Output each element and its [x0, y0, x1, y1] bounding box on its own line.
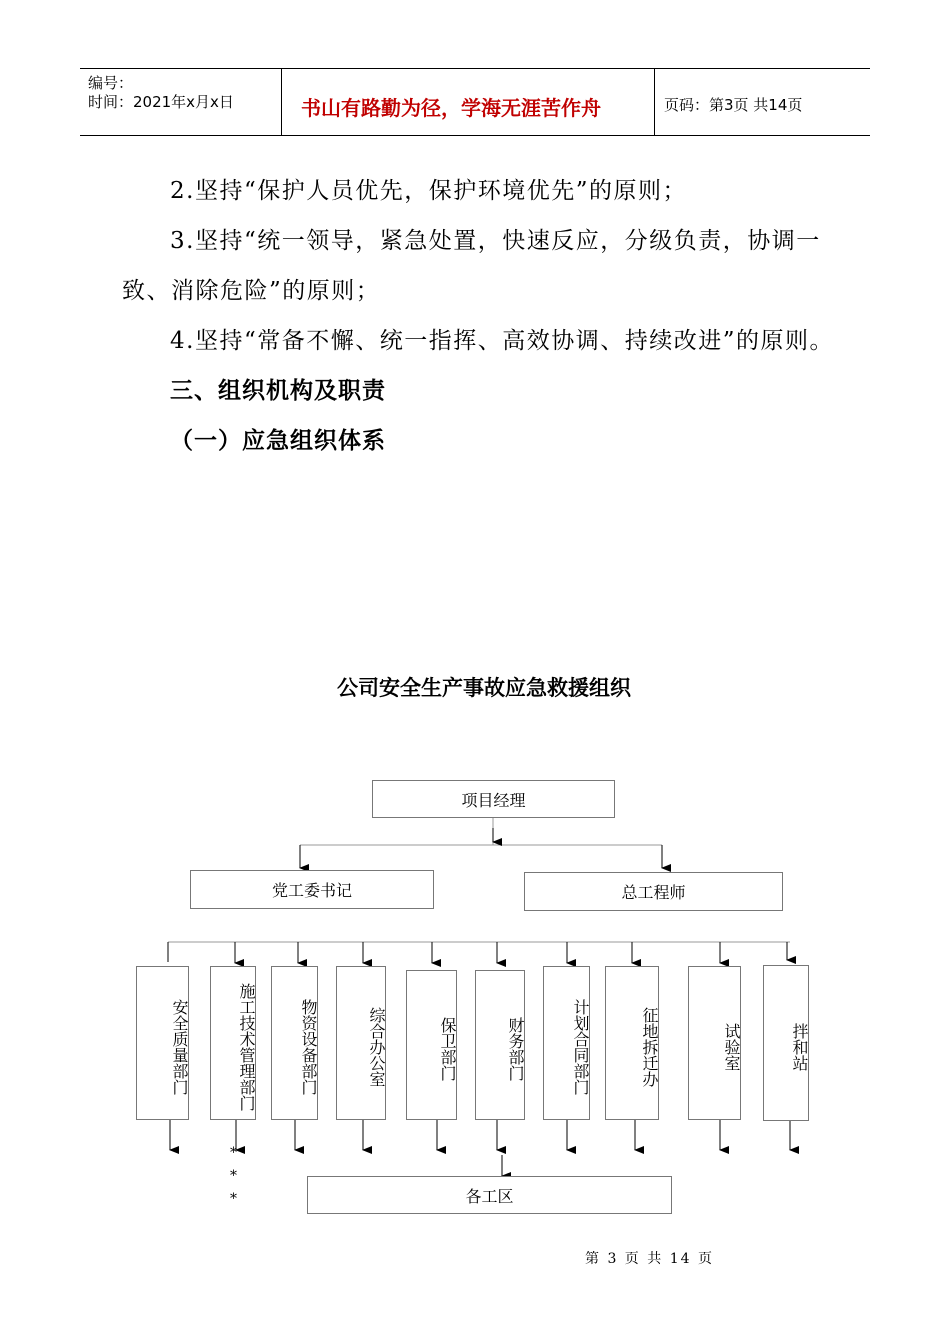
org-node-dept-general-office: 综合办公室: [336, 966, 386, 1120]
org-chart-title: 公司安全生产事故应急救援组织: [337, 676, 631, 700]
org-node-dept-mixing-station: 拌和站: [763, 965, 809, 1121]
org-node-dept-safety-quality: 安全质量部门: [136, 966, 189, 1120]
document-time: 时间：2021年x月x日: [88, 93, 234, 111]
org-node-dept-construction-tech: 施工技术管理部门: [210, 966, 256, 1120]
ellipsis-star-2: *: [230, 1168, 237, 1184]
org-node-dept-finance: 财务部门: [475, 970, 525, 1120]
subsection-heading: （一）应急组织体系: [170, 428, 386, 454]
org-node-work-areas: 各工区: [307, 1176, 672, 1214]
principle-3-line1: 3.坚持“统一领导，紧急处置，快速反应，分级负责，协调一: [170, 228, 821, 254]
org-node-party-secretary: 党工委书记: [190, 870, 434, 909]
ellipsis-star-1: *: [230, 1145, 237, 1161]
header-motto: 书山有路勤为径，学海无涯苦作舟: [301, 96, 601, 120]
org-node-dept-security: 保卫部门: [406, 970, 457, 1120]
org-node-project-manager: 项目经理: [372, 780, 615, 818]
ellipsis-star-3: *: [230, 1191, 237, 1207]
page-footer: 第 3 页 共 14 页: [585, 1251, 714, 1267]
org-node-dept-land-acquisition: 征地拆迁办: [605, 966, 659, 1120]
document-number: 编号：: [88, 74, 134, 92]
org-node-dept-materials: 物资设备部门: [271, 966, 318, 1120]
section-heading: 三、组织机构及职责: [170, 378, 386, 404]
principle-2: 2.坚持“保护人员优先，保护环境优先”的原则；: [170, 178, 687, 204]
page-info: 页码：第3页 共14页: [664, 96, 803, 114]
principle-4: 4.坚持“常备不懈、统一指挥、高效协调、持续改进”的原则。: [170, 328, 834, 354]
org-node-dept-laboratory: 试验室: [688, 966, 741, 1120]
principle-3-line2: 致、消除危险”的原则；: [122, 278, 381, 304]
org-node-dept-planning-contract: 计划合同部门: [543, 966, 590, 1120]
org-node-chief-engineer: 总工程师: [524, 872, 783, 911]
